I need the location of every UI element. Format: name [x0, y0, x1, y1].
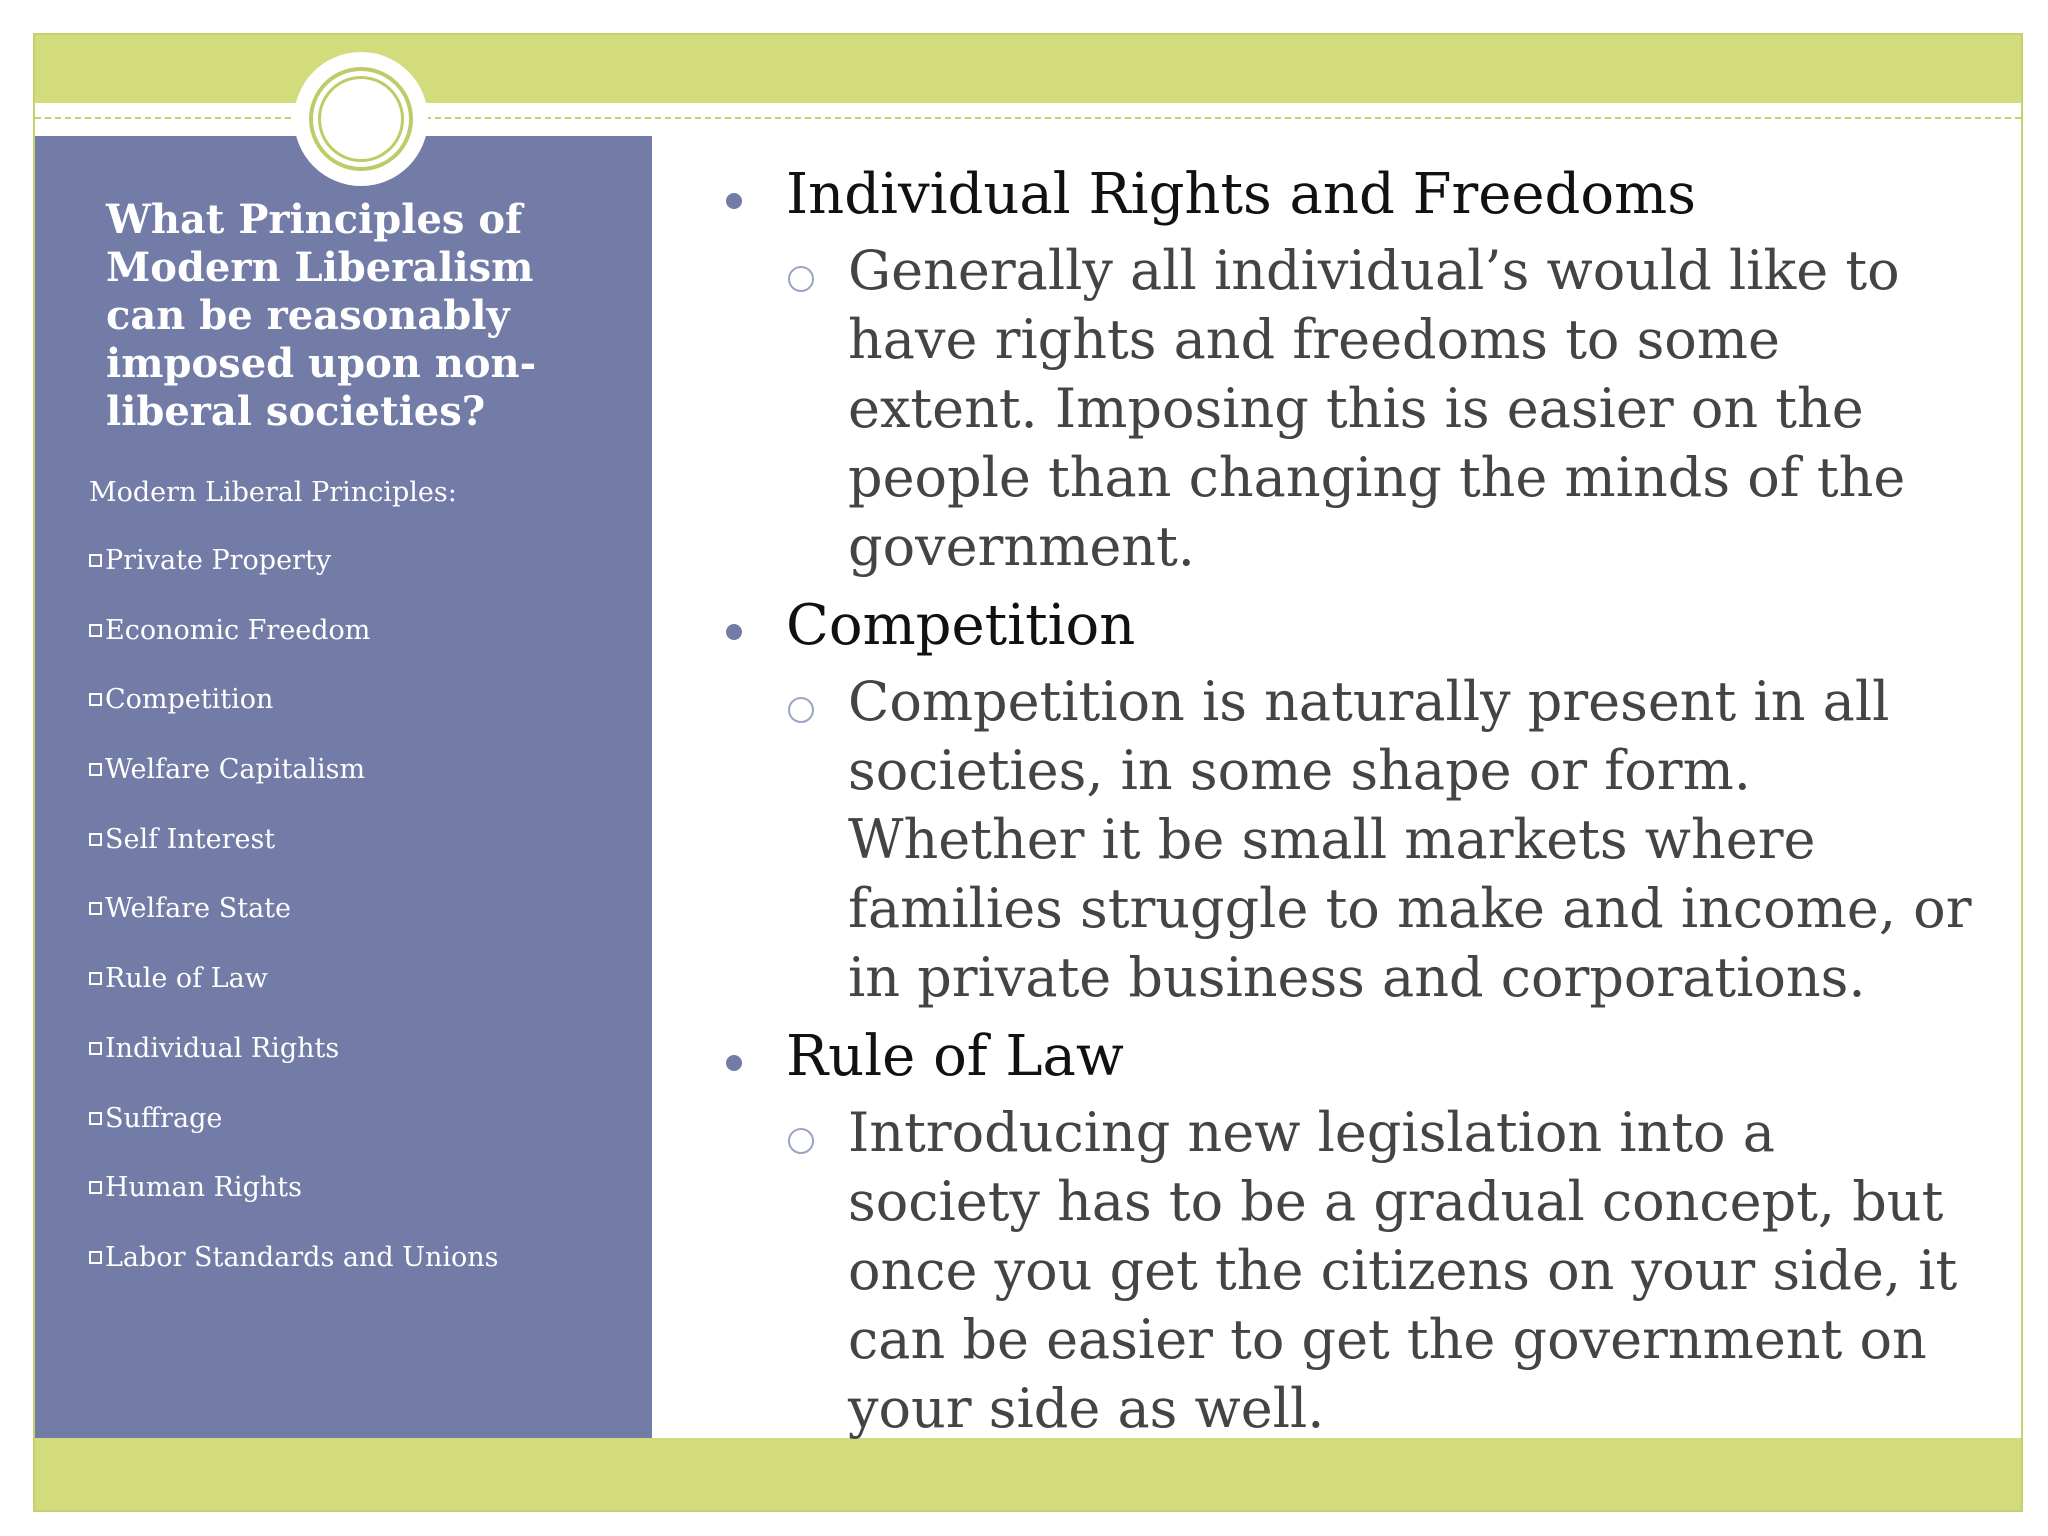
section-body — [720, 236, 1980, 581]
checkbox-icon — [89, 1042, 102, 1055]
list-item-label: Rule of Law — [105, 963, 268, 995]
checkbox-icon — [89, 763, 102, 776]
checkbox-icon — [89, 1251, 102, 1264]
list-item-label: Economic Freedom — [105, 614, 371, 646]
list-item-label: Competition — [105, 684, 274, 716]
checkbox-icon — [89, 833, 102, 846]
sub-bullet-icon — [788, 697, 814, 723]
section-heading — [720, 591, 1980, 661]
list-item — [89, 544, 499, 614]
list-item — [89, 1241, 499, 1311]
section-body — [720, 1098, 1980, 1443]
checkbox-icon — [89, 1181, 102, 1194]
bullet-icon — [726, 193, 742, 209]
list-item — [89, 614, 499, 684]
list-item — [89, 753, 499, 823]
list-item — [89, 1032, 499, 1102]
list-item-label: Labor Standards and Unions — [105, 1241, 499, 1273]
section-body-text: Generally all individual’s would like to have rights and freedoms to some extent. Imposing this is easier on the people than changing the minds of the government. — [848, 239, 1906, 578]
list-item — [89, 962, 499, 1032]
checkbox-icon — [89, 972, 102, 985]
bullet-icon — [726, 1055, 742, 1071]
section-heading — [720, 160, 1980, 230]
list-item — [89, 1102, 499, 1172]
list-item — [89, 1171, 499, 1241]
sub-bullet-icon — [788, 1128, 814, 1154]
section-heading-text: Individual Rights and Freedoms — [786, 162, 1696, 227]
list-item-label: Self Interest — [105, 823, 276, 855]
section-body-text: Introducing new legislation into a society has to be a gradual concept, but once you get the citizens on your side, it can be easier to get the government on your side as well. — [848, 1101, 1958, 1440]
checkbox-icon — [89, 624, 102, 637]
list-item-label: Welfare Capitalism — [105, 754, 366, 786]
section-body — [720, 667, 1980, 1012]
checkbox-icon — [89, 554, 102, 567]
list-item — [89, 823, 499, 893]
principles-subtitle: Modern Liberal Principles: — [89, 477, 457, 508]
list-item-label: Private Property — [105, 545, 332, 576]
principles-list — [89, 544, 499, 1311]
medallion-inner-ring — [318, 76, 404, 162]
sub-bullet-icon — [788, 266, 814, 292]
section-body-text: Competition is naturally present in all societies, in some shape or form. Whether it be small markets where families struggle to make and income, or in private business and corporations. — [848, 670, 1972, 1009]
list-item-label: Human Rights — [105, 1172, 302, 1204]
checkbox-icon — [89, 1112, 102, 1125]
checkbox-icon — [89, 902, 102, 915]
section-heading — [720, 1022, 1980, 1092]
bullet-icon — [726, 624, 742, 640]
main-content — [720, 160, 1980, 1453]
list-item-label: Welfare State — [105, 893, 291, 925]
section-heading-text: Competition — [786, 593, 1136, 658]
section-heading-text: Rule of Law — [786, 1024, 1124, 1089]
list-item — [89, 892, 499, 962]
list-item-label: Individual Rights — [105, 1032, 340, 1064]
slide-title: What Principles of Modern Liberalism can be reasonably imposed upon non-liberal societies? — [106, 196, 537, 435]
list-item — [89, 683, 499, 753]
checkbox-icon — [89, 693, 102, 706]
list-item-label: Suffrage — [105, 1102, 223, 1134]
